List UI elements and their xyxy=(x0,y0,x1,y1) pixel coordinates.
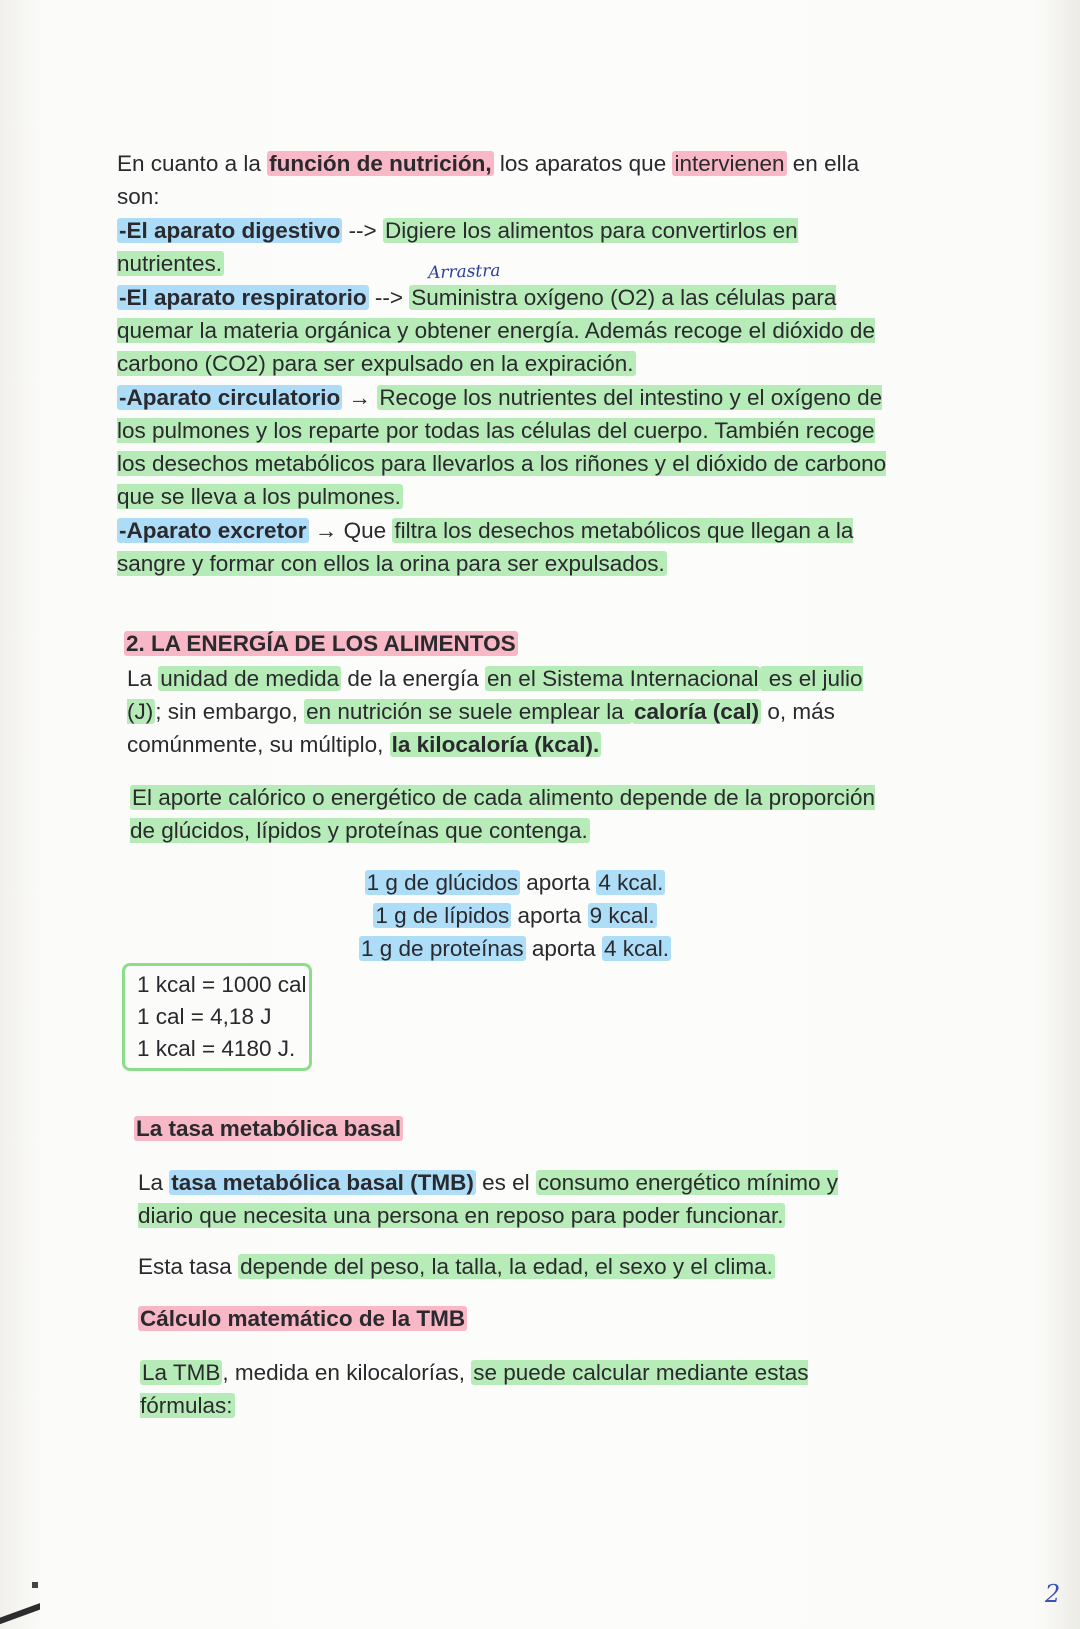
aporte-verb: aporta xyxy=(520,870,597,895)
highlight-tmb-label: La TMB xyxy=(142,1360,221,1385)
text: La xyxy=(138,1170,170,1195)
highlight-aporte: El aporte calórico o energético de cada alimento depende de la proporción de glúcidos, lípidos y proteínas que contenga. xyxy=(130,785,875,843)
equivalencia: 1 kcal = 1000 cal xyxy=(137,972,307,997)
aporte-value: 4 kcal. xyxy=(603,936,669,961)
highlight-unidad: unidad de medida xyxy=(160,666,340,691)
aporte-value: 9 kcal. xyxy=(589,903,655,928)
highlight-si: en el Sistema Internacional xyxy=(487,666,759,691)
highlight-funcion-nutricion: función de nutrición, xyxy=(269,151,492,176)
digestivo-desc: Digiere los alimentos para convertirlos en nutrientes. xyxy=(117,218,798,276)
text: es el xyxy=(475,1170,536,1195)
nutricion-intro xyxy=(117,147,877,213)
arrow: --> xyxy=(368,285,410,310)
aporte-row xyxy=(330,866,700,899)
circulatorio-desc: Recoge los nutrientes del intestino y el oxígeno de los pulmones y los reparte por todas las células del cuerpo. También recoge los desechos metabólicos para llevarlos a los riñones y el dióxido de carbono que se lleva a los pulmones. xyxy=(117,385,887,509)
text: , medida en kilocalorías, xyxy=(222,1360,472,1385)
aporte-row xyxy=(330,932,700,965)
text: de la energía xyxy=(341,666,486,691)
scan-corner xyxy=(0,1600,40,1629)
aporte-row xyxy=(330,899,700,932)
aporte-item: 1 g de lípidos xyxy=(375,903,510,928)
circulatorio-item xyxy=(117,381,887,513)
aporte-item: 1 g de glúcidos xyxy=(366,870,518,895)
handwritten-annotation: Arrastra xyxy=(427,260,501,284)
text: La xyxy=(127,666,159,691)
text: ; sin embargo, xyxy=(155,699,305,724)
aporte-item: 1 g de proteínas xyxy=(361,936,524,961)
highlight-formulas: se puede calcular mediante estas fórmulas: xyxy=(140,1360,809,1418)
section-heading-tmb xyxy=(134,1112,403,1145)
excretor-name: -Aparato excretor xyxy=(119,518,307,543)
section-heading-calculo xyxy=(138,1302,467,1335)
tmb-paragraph-2 xyxy=(138,1250,898,1283)
text: Esta tasa xyxy=(138,1254,239,1279)
heading-text: 2. LA ENERGÍA DE LOS ALIMENTOS xyxy=(126,631,516,656)
section-heading-energia xyxy=(124,627,518,660)
aportes-list xyxy=(330,866,700,965)
heading-text: La tasa metabólica basal xyxy=(136,1116,402,1141)
respiratorio-desc: Suministra oxígeno (O2) a las células para quemar la materia orgánica y obtener energía. Además recoge el dióxido de carbono (CO2) para ser expulsado en la expiración. xyxy=(117,285,875,376)
aporte-verb: aporta xyxy=(511,903,588,928)
aporte-verb: aporta xyxy=(525,936,602,961)
equivalencia: 1 kcal = 4180 J. xyxy=(137,1036,296,1061)
heading-text: Cálculo matemático de la TMB xyxy=(140,1306,466,1331)
highlight-nutricion: en nutrición se suele emplear la xyxy=(306,699,631,724)
excretor-item xyxy=(117,514,877,580)
equivalencia: 1 cal = 4,18 J xyxy=(137,1004,272,1029)
intro-text: En cuanto a la xyxy=(117,151,268,176)
text: o, más comúnmente, su múltiplo, xyxy=(127,699,835,757)
intro-text: en ella son: xyxy=(117,151,860,209)
highlight-tmb: tasa metabólica basal (TMB) xyxy=(171,1170,474,1195)
highlight-kilocaloria: la kilocaloría (kcal). xyxy=(391,732,600,757)
equivalencias-box xyxy=(122,963,312,1071)
highlight-depende: depende del peso, la talla, la edad, el sexo y el clima. xyxy=(240,1254,773,1279)
intro-text: los aparatos que xyxy=(493,151,673,176)
excretor-desc-plain: Que xyxy=(343,518,393,543)
highlight-julio: es el julio (J) xyxy=(127,666,863,724)
arrow: --> xyxy=(342,218,383,243)
respiratorio-name: -El aparato respiratorio xyxy=(119,285,367,310)
energia-paragraph-2 xyxy=(130,781,900,847)
circulatorio-name: -Aparato circulatorio xyxy=(119,385,341,410)
highlight-intervienen: intervienen xyxy=(674,151,785,176)
digestivo-name: -El aparato digestivo xyxy=(119,218,341,243)
tmb-paragraph-1 xyxy=(138,1166,878,1232)
page-number: 2 xyxy=(1045,1580,1061,1608)
scan-mark xyxy=(32,1582,38,1588)
respiratorio-item xyxy=(117,281,887,380)
tmb-paragraph-3 xyxy=(140,1356,840,1422)
highlight-caloria: caloría (cal) xyxy=(634,699,760,724)
highlight-consumo: consumo energético mínimo y diario que necesita una persona en reposo para poder funcionar. xyxy=(138,1170,839,1228)
aporte-value: 4 kcal. xyxy=(598,870,664,895)
arrow: → xyxy=(342,385,378,410)
energia-paragraph-1 xyxy=(127,662,897,761)
excretor-desc: filtra los desechos metabólicos que llegan a la sangre y formar con ellos la orina para ser expulsados. xyxy=(117,518,854,576)
arrow: → xyxy=(308,518,344,543)
